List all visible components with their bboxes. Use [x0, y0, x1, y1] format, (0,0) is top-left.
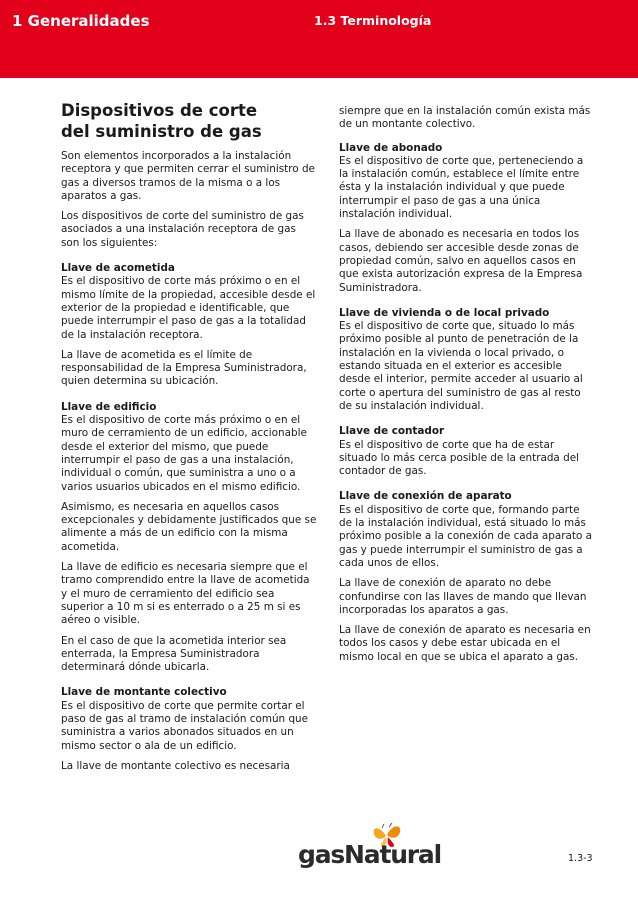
definition-llave-abonado	[339, 142, 595, 295]
definition-text: Es el dispositivo de corte que ha de estar situado lo más cerca posible de la entrada del contador de gas.	[339, 438, 579, 478]
chapter-title: 1 Generalidades	[12, 12, 150, 30]
heading-line-2: del suministro de gas	[61, 122, 262, 141]
definition-llave-contador	[339, 425, 595, 478]
definition-text: Es el dispositivo de corte más próximo o en el mismo límite de la propiedad, accesible desde el exterior de la propiedad e identificable, que puede interrumpir el paso de gas a la totalidad de la instalación receptora.	[61, 275, 316, 341]
definition-text: Es el dispositivo de corte que permite cortar el paso de gas al tramo de instalación común que suministra a varios abonados situados en un mismo sector o ala de un edificio.	[61, 699, 309, 752]
intro-paragraph: Son elementos incorporados a la instalación receptora y que permiten cerrar el suministro de gas a diversos tramos de la misma o a los aparatos a gas.	[61, 150, 315, 202]
term-heading: Llave de vivienda o de local privado	[339, 306, 550, 319]
definition-text: La llave de edificio es necesaria siempre que el tramo comprendido entre la llave de acometida y el muro de cerramiento del edificio sea superior a 10 m si es enterrado o a 25 m si es aéreo o visible.	[61, 561, 310, 627]
page-number: 1.3-3	[568, 853, 593, 864]
logo-word-gas: gas	[298, 840, 345, 869]
right-column	[339, 105, 595, 671]
definition-text: Es el dispositivo de corte más próximo o en el muro de cerramiento de un edificio, accionable desde el exterior del mismo, que puede interrumpir el paso de gas a una instalación, individual o común, que suministra a uno o a varios usuarios ubicados en el mismo edificio.	[61, 414, 307, 493]
gas-natural-logo	[298, 822, 441, 874]
definition-llave-acometida	[61, 262, 317, 389]
definition-text: Es el dispositivo de corte que, situado lo más próximo posible al punto de penetración de la instalación en la vivienda o local privado, o estando situada en el exterior es accesible desde el interior, permite acceder al usuario al corte o apertura del suministro de gas al resto de su instalación individual.	[339, 320, 583, 412]
section-title: 1.3 Terminología	[314, 13, 432, 28]
term-heading: Llave de abonado	[339, 141, 443, 154]
left-column	[61, 100, 317, 780]
definition-text: La llave de montante colectivo es necesaria	[61, 759, 290, 772]
intro-paragraph: Los dispositivos de corte del suministro de gas asociados a una instalación receptora de gas son los siguientes:	[61, 210, 304, 249]
term-heading: Llave de montante colectivo	[61, 686, 227, 699]
definition-llave-vivienda	[339, 307, 595, 413]
heading-line-1: Dispositivos de corte	[61, 101, 258, 120]
term-heading: Llave de acometida	[61, 262, 175, 275]
term-heading: Llave de contador	[339, 425, 445, 438]
term-heading: Llave de conexión de aparato	[339, 490, 512, 503]
term-heading: Llave de edificio	[61, 400, 157, 413]
continued-paragraph: siempre que en la instalación común exista más de un montante colectivo.	[339, 105, 591, 131]
page-header	[0, 0, 638, 78]
definition-text: La llave de abonado es necesaria en todos los casos, debiendo ser accesible desde zonas de propiedad común, salvo en aquellos casos en que exista autorización expresa de la Empresa Suministradora.	[339, 228, 583, 294]
definition-text: La llave de conexión de aparato no debe confundirse con las llaves de mando que llevan incorporadas los aparatos a gas.	[339, 577, 587, 616]
definition-text: La llave de conexión de aparato es necesaria en todos los casos y debe estar ubicada en el mismo local en que se ubica el aparato a gas.	[339, 624, 591, 663]
definition-text: La llave de acometida es el límite de responsabilidad de la Empresa Suministradora, quien determina su ubicación.	[61, 348, 307, 388]
logo-wordmark	[298, 840, 441, 869]
section-heading	[61, 100, 317, 142]
definition-text: Asimismo, es necesaria en aquellos casos excepcionales y debidamente justificados que se alimente a más de un edificio con la misma acometida.	[61, 500, 317, 553]
definition-text: En el caso de que la acometida interior sea enterrada, la Empresa Suministradora determinará dónde ubicarla.	[61, 634, 287, 674]
definition-text: Es el dispositivo de corte que, formando parte de la instalación individual, está situado lo más próximo posible a la conexión de cada aparato a gas y puede interrumpir el suministro de gas a cada unos de ellos.	[339, 503, 593, 569]
definition-llave-edificio	[61, 401, 317, 675]
definition-text: Es el dispositivo de corte que, perteneciendo a la instalación común, establece el límite entre ésta y la instalación individual y que puede interrumpir el paso de gas a una única instalación individual.	[339, 154, 584, 221]
definition-llave-montante	[61, 686, 317, 773]
definition-llave-conexion-aparato	[339, 490, 595, 664]
logo-word-natural: Natural	[344, 840, 441, 869]
